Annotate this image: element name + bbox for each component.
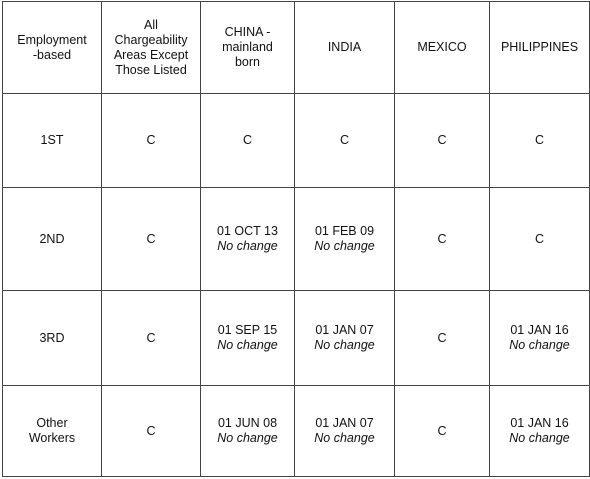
cell-date: 01 FEB 09 — [314, 224, 375, 238]
cell-date: 01 JAN 07 — [315, 323, 374, 337]
table-cell — [490, 386, 590, 477]
table-cell — [295, 386, 395, 477]
table-cell — [295, 94, 395, 188]
header-row — [3, 2, 590, 94]
table-cell — [395, 94, 490, 188]
header-text: Employment — [17, 32, 87, 47]
cell-note: No change — [217, 431, 278, 445]
cell-note: No change — [217, 239, 278, 253]
cell-date: C — [437, 330, 447, 345]
header-text: Areas Except — [113, 47, 189, 62]
cell-date: 01 SEP 15 — [217, 323, 278, 337]
table-cell — [102, 94, 201, 188]
header-text: MEXICO — [417, 40, 467, 54]
table-row — [3, 386, 590, 477]
table-cell — [395, 386, 490, 477]
header-text: INDIA — [327, 40, 362, 54]
row-label-cell — [3, 386, 102, 477]
cell-date: C — [339, 133, 350, 147]
row-label: 2ND — [39, 231, 65, 246]
table-cell — [201, 386, 295, 477]
cell-date: C — [437, 231, 447, 246]
table-cell — [295, 291, 395, 386]
row-label: Other — [36, 416, 68, 430]
cell-date: C — [146, 133, 156, 147]
table-cell — [490, 94, 590, 188]
row-label: Workers — [28, 431, 76, 445]
cell-date: 01 JAN 16 — [510, 416, 569, 430]
header-cell-india — [295, 2, 395, 94]
cell-date: 01 JUN 08 — [217, 416, 278, 430]
header-text: -based — [32, 47, 72, 62]
header-text: Those Listed — [115, 62, 187, 77]
cell-date: 01 JAN 16 — [510, 323, 569, 337]
header-text: CHINA - — [224, 25, 271, 39]
header-text: All — [144, 17, 158, 32]
header-cell-all-chargeability — [102, 2, 201, 94]
cell-date: C — [146, 330, 156, 345]
cell-date: C — [437, 423, 447, 438]
cell-note: No change — [217, 338, 278, 352]
table-cell — [395, 188, 490, 291]
table-cell — [490, 188, 590, 291]
table-cell — [201, 291, 295, 386]
table-cell — [201, 94, 295, 188]
cell-date: C — [534, 231, 545, 246]
table-cell — [201, 188, 295, 291]
cell-note: No change — [314, 431, 375, 445]
table-row — [3, 188, 590, 291]
table-cell — [490, 291, 590, 386]
row-label-cell — [3, 291, 102, 386]
header-cell-mexico — [395, 2, 490, 94]
cell-date: C — [534, 133, 545, 147]
cell-date: 01 OCT 13 — [217, 224, 278, 238]
row-label-cell — [3, 188, 102, 291]
table-row — [3, 94, 590, 188]
cell-note: No change — [509, 431, 570, 445]
cell-date: C — [146, 423, 156, 438]
header-cell-philippines — [490, 2, 590, 94]
cell-date: C — [437, 133, 447, 147]
row-label-cell — [3, 94, 102, 188]
row-label: 3RD — [39, 330, 65, 345]
visa-bulletin-table — [2, 1, 590, 477]
table-cell — [295, 188, 395, 291]
cell-date: 01 JAN 07 — [315, 416, 374, 430]
table-cell — [395, 291, 490, 386]
header-text: mainland — [222, 40, 273, 54]
header-text: PHILIPPINES — [500, 40, 579, 54]
header-cell-china — [201, 2, 295, 94]
cell-date: C — [146, 231, 156, 246]
table-cell — [102, 188, 201, 291]
row-label: 1ST — [40, 133, 64, 147]
header-text: born — [234, 55, 261, 69]
cell-date: C — [242, 133, 253, 147]
table-row — [3, 291, 590, 386]
header-cell-employment-based — [3, 2, 102, 94]
cell-note: No change — [314, 239, 375, 253]
cell-note: No change — [509, 338, 570, 352]
header-text: Chargeability — [114, 32, 188, 47]
cell-note: No change — [314, 338, 375, 352]
table-cell — [102, 386, 201, 477]
table-cell — [102, 291, 201, 386]
